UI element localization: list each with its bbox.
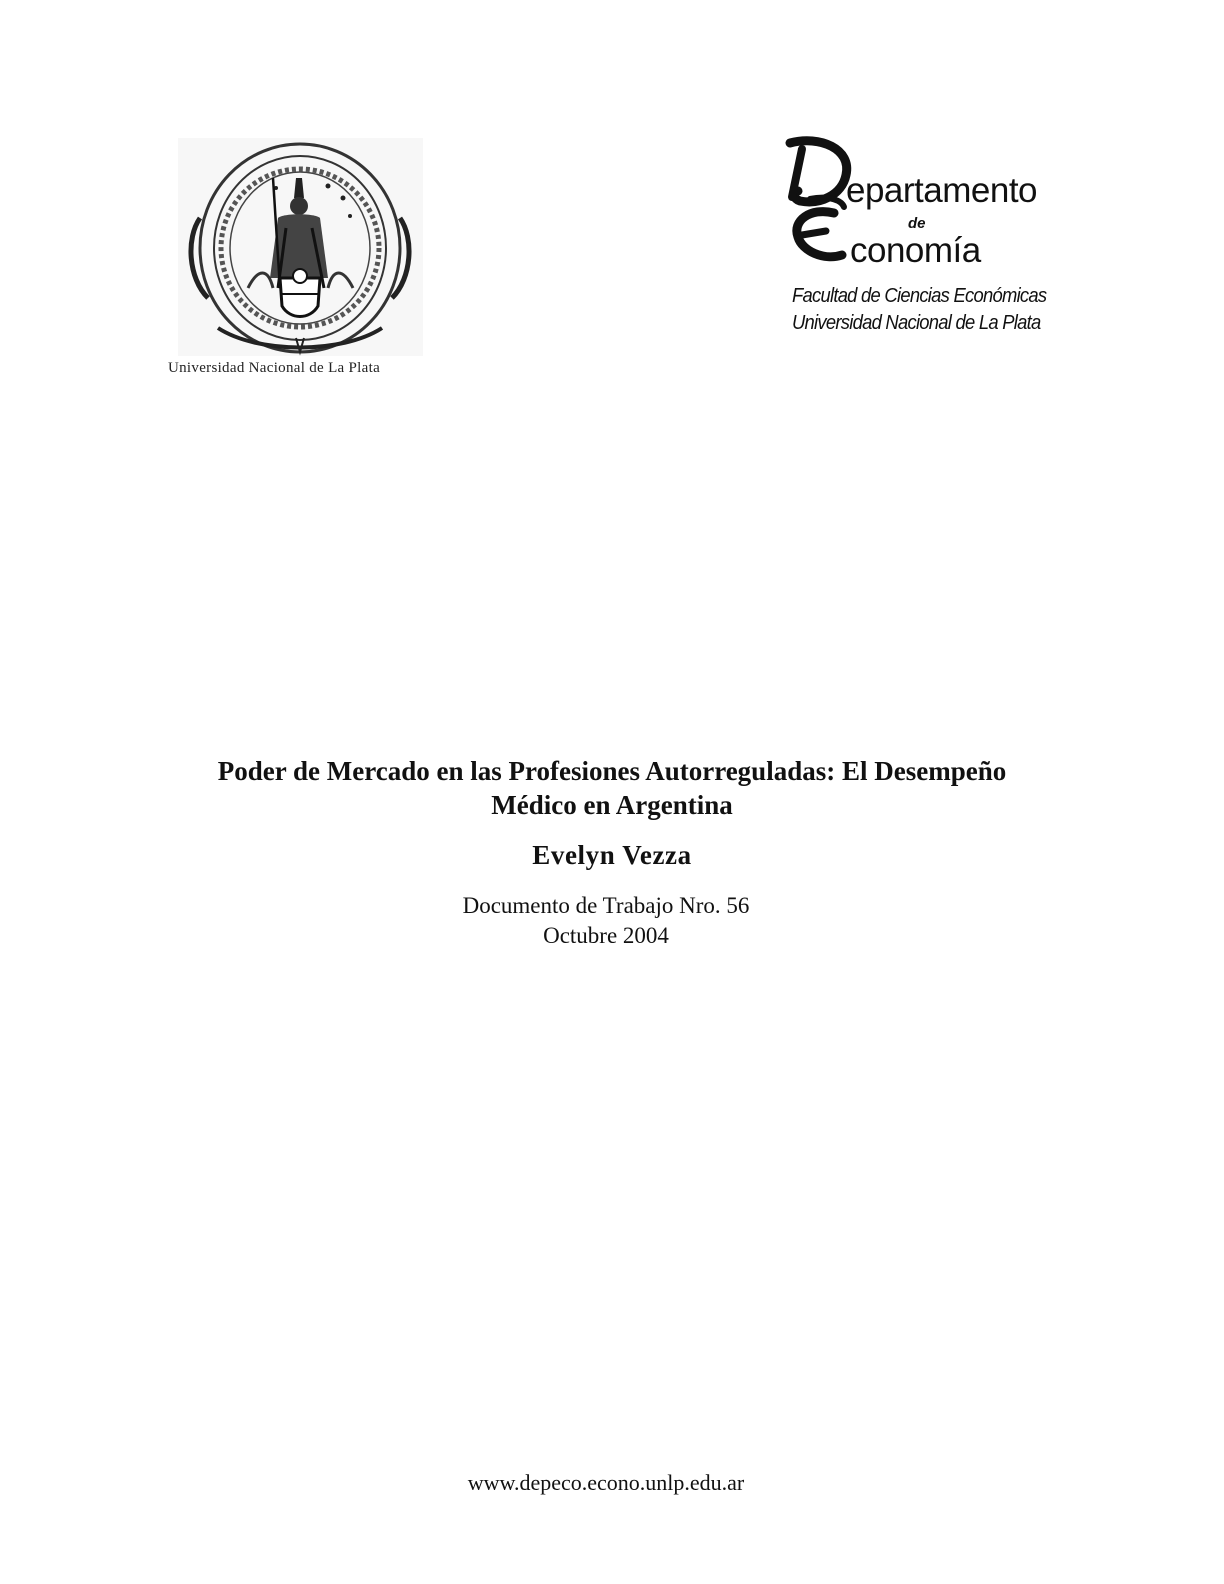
logo-subtitle-university: Universidad Nacional de La Plata — [792, 312, 1041, 334]
document-date: Octubre 2004 — [543, 923, 669, 948]
document-title — [112, 754, 1112, 822]
document-title-line-1: Poder de Mercado en las Profesiones Autorreguladas: El Desempeño — [217, 756, 1007, 786]
logo-word-de: de — [908, 215, 926, 232]
university-seal — [168, 138, 430, 378]
university-seal-icon — [178, 138, 423, 356]
footer-url: www.depeco.econo.unlp.edu.ar — [467, 1470, 745, 1495]
document-author: Evelyn Vezza — [532, 840, 692, 870]
seal-caption: Universidad Nacional de La Plata — [168, 360, 381, 376]
logo-word-departamento: epartamento — [846, 171, 1038, 210]
document-series: Documento de Trabajo Nro. 56 — [462, 893, 750, 918]
document-info — [112, 891, 1100, 951]
logo-subtitle-faculty: Facultad de Ciencias Económicas — [792, 285, 1047, 307]
document-title-line-2: Médico en Argentina — [491, 790, 733, 820]
seal-image — [178, 138, 423, 356]
department-logo — [780, 135, 1050, 345]
logo-word-economia: conomía — [850, 231, 981, 270]
